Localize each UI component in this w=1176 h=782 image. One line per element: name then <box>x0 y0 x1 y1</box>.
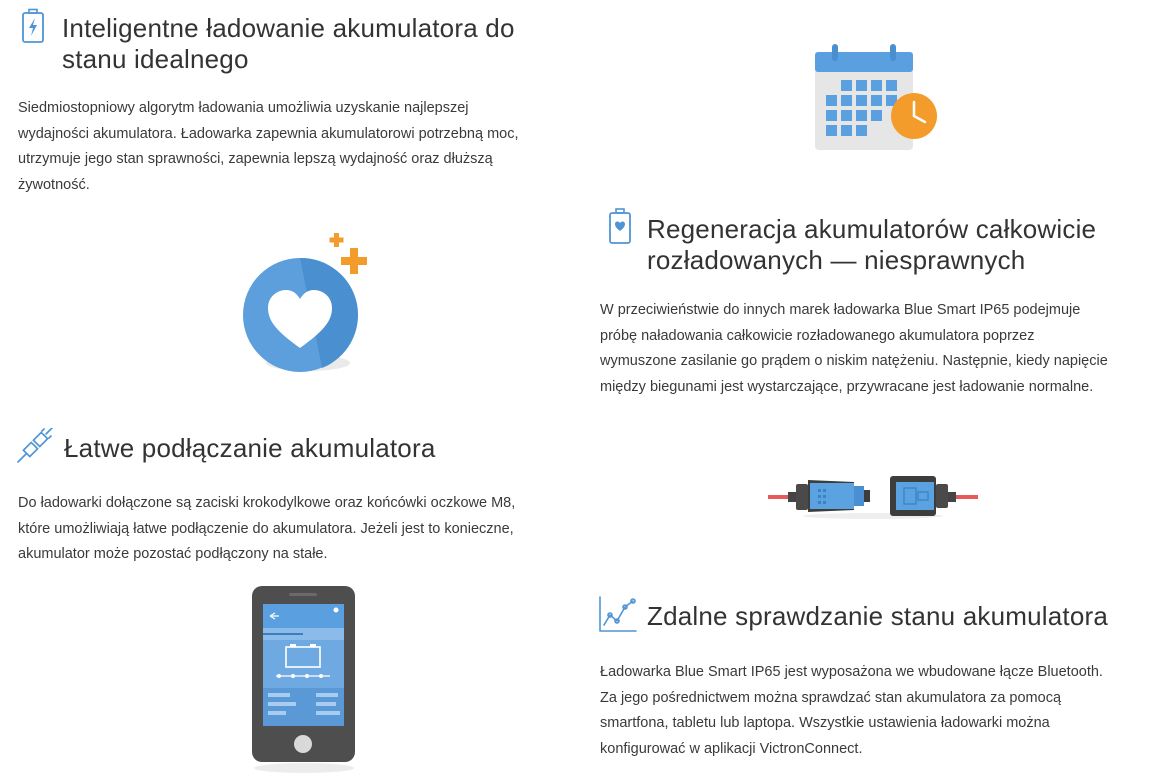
smartphone-app-illustration <box>248 584 360 774</box>
calendar-clock-illustration <box>810 42 940 154</box>
chart-line-icon <box>598 595 638 633</box>
feature-description: Ładowarka Blue Smart IP65 jest wyposażona we wbudowane łącze Bluetooth. Za jego pośrednictwem można sprawdzać stan akumulatora za pomocą smartfona, tabletu lub laptopa. Wszystkie ustawienia ładowarki można konfigurować w aplikacji VictronConnect. <box>600 664 1103 757</box>
feature-description: Do ładowarki dołączone są zaciski krokodylkowe oraz końcówki oczkowe M8, które umożliwiają łatwe podłączenie do akumulatora. Jeżeli jest to konieczne, akumulator może pozostać podłączony na stałe. <box>18 495 516 562</box>
battery-charging-icon <box>20 8 46 44</box>
feature-description: Siedmiostopniowy algorytm ładowania umożliwia uzyskanie najlepszej wydajności akumulatora. Ładowarka zapewnia akumulatorowi potrzebną moc, utrzymuje jego stan sprawności, zapewnia lepszą wydajność oraz dłuższą żywotność. <box>18 100 519 193</box>
feature-description: W przeciwieństwie do innych marek ładowarka Blue Smart IP65 podejmuje próbę naładowania całkowicie rozładowanego akumulatora poprzez wymuszone zasilanie go prądem o niskim natężeniu. Następnie, kiedy napięcie między biegunami jest wystarczające, przywracane jest ładowanie normalne. <box>600 302 1108 395</box>
heart-health-illustration <box>238 228 378 378</box>
feature-title: Łatwe podłączanie akumulatora <box>64 433 436 463</box>
feature-title: Inteligentne ładowanie akumulatora do stanu idealnego <box>62 13 515 74</box>
plug-connector-icon <box>16 428 54 464</box>
feature-title: Regeneracja akumulatorów całkowicie rozładowanych — niesprawnych <box>647 214 1097 275</box>
cable-connector-illustration <box>766 470 980 520</box>
battery-heart-icon <box>607 207 633 245</box>
feature-title: Zdalne sprawdzanie stanu akumulatora <box>647 601 1109 631</box>
